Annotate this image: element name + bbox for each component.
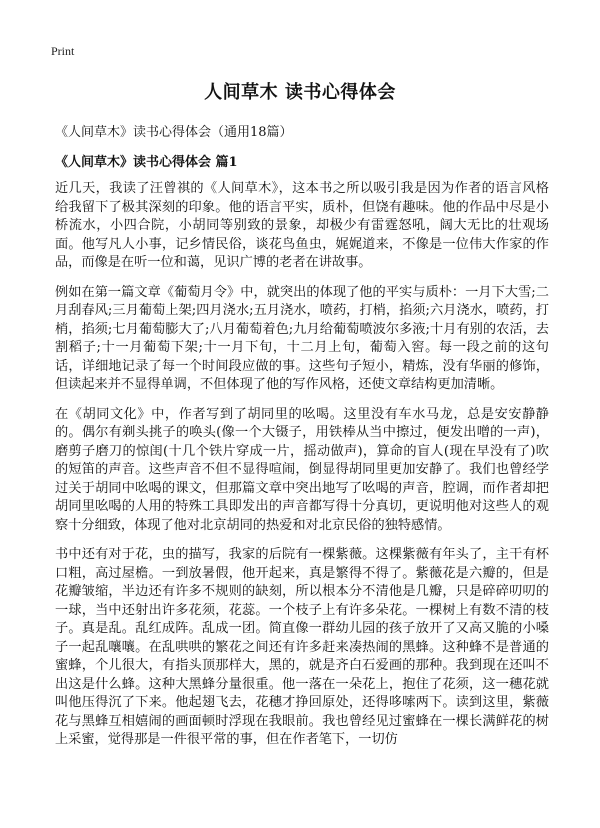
- print-link[interactable]: Print: [51, 44, 75, 58]
- article-body: [55, 180, 549, 761]
- paragraph: 近几天，我读了汪曾祺的《人间草木》，这本书之所以吸引我是因为作者的语言风格给我留下了极其深刻的印象。他的语言平实，质朴，但饶有趣味。他的作品中尽是小桥流水，小四合院，小胡同等别致的景象，却极少有雷霆怒吼，阔大无比的壮观场面。他写凡人小事，记乡情民俗，谈花鸟鱼虫，娓娓道来，不像是一位伟大作家的作品，而像是在听一位和蔼，见识广博的老者在讲故事。: [55, 181, 549, 270]
- paragraph: 例如在第一篇文章《葡萄月令》中，就突出的体现了他的平实与质朴：一月下大雪;二月刮春风;三月葡萄上架;四月浇水;五月浇水，喷药，打梢，掐须;六月浇水，喷药，打梢，掐须;七月葡萄膨大了;八月葡萄着色;九月给葡萄喷波尔多液;十月有别的农活，去割稻子;十一月葡萄下架;十一月下旬，十二月上旬，葡萄入窖。每一段之前的这句话，详细地记录了每一个时间段应做的事。这些句子短小，精炼，没有华丽的修饰，但读起来并不显得单调，不但体现了他的写作风格，还使文章结构更加清晰。: [55, 284, 549, 392]
- paragraph: 书中还有对于花，虫的描写，我家的后院有一棵紫薇。这棵紫薇有年头了，主干有杯口粗，高过屋檐。一到放暑假，他开起来，真是繁得不得了。紫薇花是六瓣的，但是花瓣皱缩，半边还有许多不规则的缺刻，所以根本分不清他是几瓣，只是碎碎叨叨的一球，当中还射出许多花须，花蕊。一个枝子上有许多朵花。一棵树上有数不清的枝子。真是乱。乱红成阵。乱成一团。简直像一群幼儿园的孩子放开了又高又脆的小嗓子一起乱嚷嚷。在乱哄哄的繁花之间还有许多赶来凑热闹的黑蜂。这种蜂不是普通的蜜蜂，个儿很大，有指头顶那样大，黑的，就是齐白石爱画的那种。我到现在还叫不出这是什么蜂。这种大黑蜂分量很重。他一落在一朵花上，抱住了花须，这一穗花就叫他压得沉了下来。他起翅飞去，花穗才挣回原处，还得哆嗦两下。读到这里，紫薇花与黑蜂互相嬉闹的画面顿时浮现在我眼前。我也曾经见过蜜蜂在一棵长满鲜花的树上采蜜，觉得那是一件很平常的事，但在作者笔下，一切仿: [55, 547, 549, 747]
- document-subtitle: 《人间草木》读书心得体会（通用18篇）: [55, 125, 293, 140]
- paragraph: 在《胡同文化》中，作者写到了胡同里的吆喝。这里没有车水马龙，总是安安静静的。偶尔有剃头挑子的唤头(像一个大镊子，用铁棒从当中擦过，便发出噌的一声)，磨剪子磨刀的惊闺(十几个铁片穿成一片，摇动做声)，算命的盲人(现在早没有了)吹的短笛的声音。这些声音不但不显得喧闹，倒显得胡同里更加安静了。我们也曾经学过关于胡同中吆喝的课文，但那篇文章中突出地写了吆喝的声音，腔调，而作者却把胡同里吆喝的人用的特殊工具即发出的声音都写得十分真切，更说明他对这些人的观察十分细致，体现了他对北京胡同的热爱和对北京民俗的独特感情。: [55, 406, 549, 533]
- section-heading: 《人间草木》读书心得体会 篇1: [55, 155, 238, 170]
- page-title: 人间草木 读书心得体会: [204, 82, 396, 103]
